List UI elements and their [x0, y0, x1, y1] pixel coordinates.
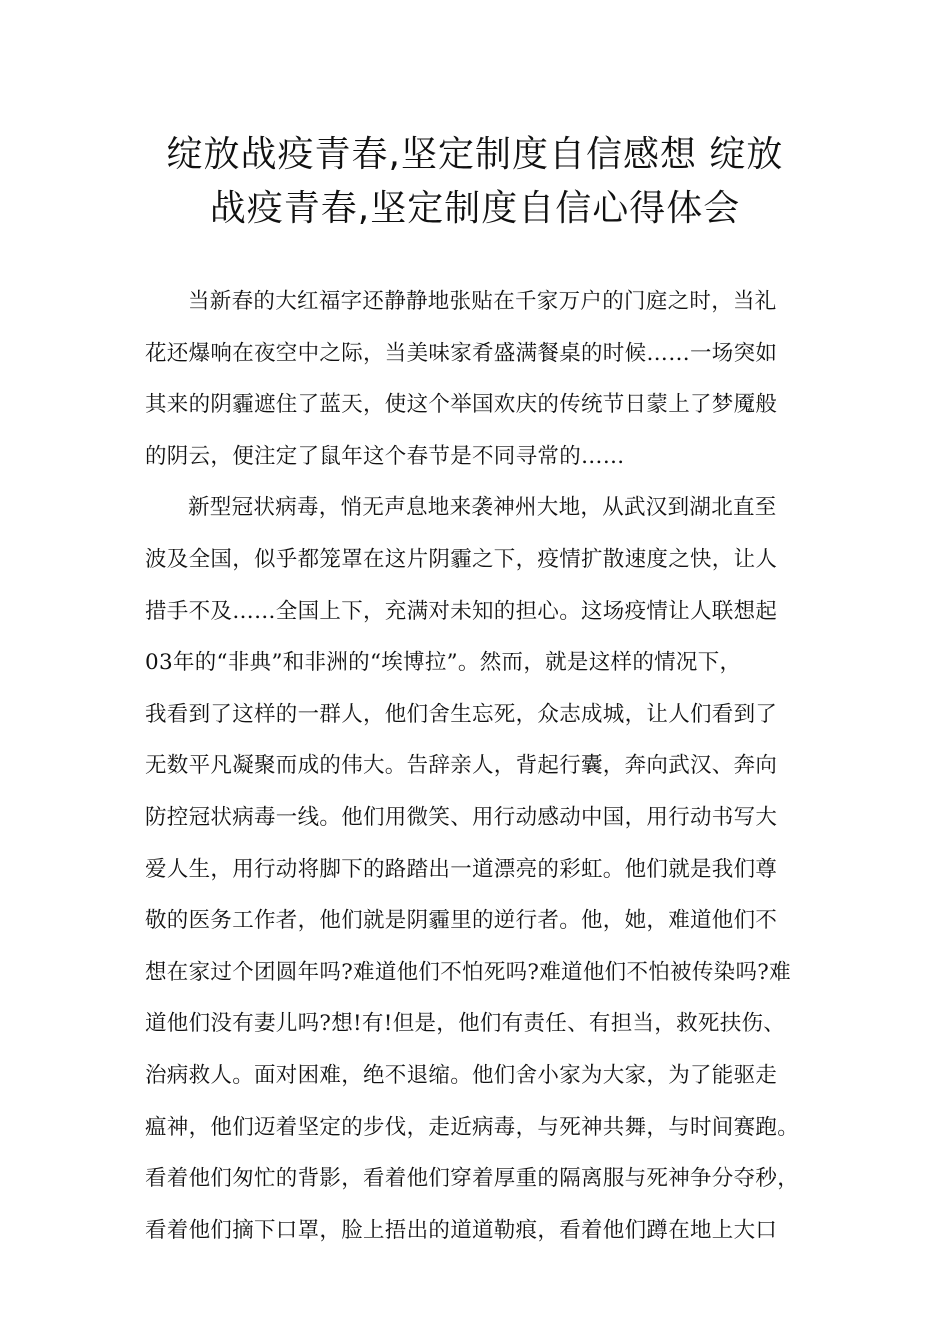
text-line: 波及全国，似乎都笼罩在这片阴霾之下，疫情扩散速度之快，让人: [145, 546, 778, 572]
text-line: 我看到了这样的一群人，他们舍生忘死，众志成城，让人们看到了: [145, 701, 778, 727]
text-line: 看着他们摘下口罩，脸上捂出的道道勒痕，看着他们蹲在地上大口: [145, 1217, 778, 1243]
text-line: 敬的医务工作者，他们就是阴霾里的逆行者。他，她，难道他们不: [145, 908, 778, 934]
text-line: 花还爆响在夜空中之际，当美味家肴盛满餐桌的时候……一场突如: [145, 340, 778, 366]
text-line: 看着他们匆忙的背影，看着他们穿着厚重的隔离服与死神争分夺秒，: [145, 1166, 800, 1192]
title-line: 绽放战疫青春,坚定制度自信感想 绽放: [166, 134, 784, 175]
text-line: 爱人生，用行动将脚下的路踏出一道漂亮的彩虹。他们就是我们尊: [145, 856, 778, 882]
document-body: [145, 280, 815, 1260]
text-line: 新型冠状病毒，悄无声息地来袭神州大地，从武汉到湖北直至: [188, 495, 777, 521]
text-line: 措手不及……全国上下，充满对未知的担心。这场疫情让人联想起: [145, 598, 778, 624]
text-line: 无数平凡凝聚而成的伟大。告辞亲人，背起行囊，奔向武汉、奔向: [145, 753, 778, 779]
text-line: 防控冠状病毒一线。他们用微笑、用行动感动中国，用行动书写大: [145, 804, 778, 830]
text-line: 道他们没有妻儿吗?想!有!但是，他们有责任、有担当，救死扶伤、: [145, 1011, 786, 1037]
text-line: 其来的阴霾遮住了蓝天，使这个举国欢庆的传统节日蒙上了梦魇般: [145, 392, 778, 418]
title-line: 战疫青春,坚定制度自信心得体会: [209, 188, 741, 229]
text-line: 的阴云，便注定了鼠年这个春节是不同寻常的……: [145, 443, 625, 469]
document-title: [120, 128, 830, 236]
text-line: 想在家过个团圆年吗?难道他们不怕死吗?难道他们不怕被传染吗?难: [145, 959, 791, 985]
text-line: 治病救人。面对困难，绝不退缩。他们舍小家为大家，为了能驱走: [145, 1062, 778, 1088]
text-line: 03年的“非典”和非洲的“埃博拉”。然而，就是这样的情况下，: [145, 650, 742, 676]
text-line: 瘟神，他们迈着坚定的步伐，走近病毒，与死神共舞，与时间赛跑。: [145, 1114, 800, 1140]
paragraph-1: [145, 280, 815, 486]
text-line: 当新春的大红福字还静静地张贴在千家万户的门庭之时，当礼: [188, 289, 777, 314]
paragraph-2: [145, 486, 815, 1260]
